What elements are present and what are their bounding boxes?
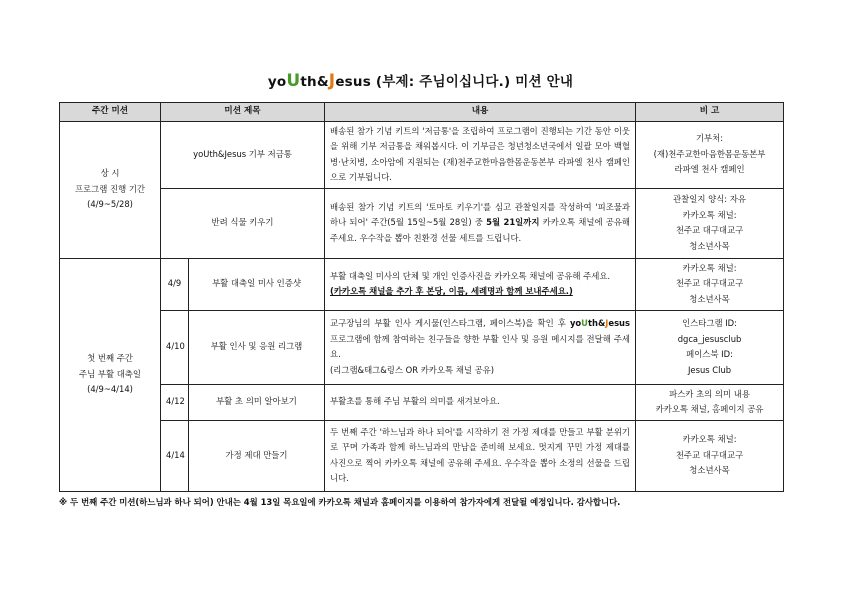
week-first: 첫 번째 주간 주님 부활 대축일 (4/9~4/14) [60, 258, 161, 491]
mission-content: 교구장님의 부활 인사 게시물(인스타그램, 페이스북)을 확인 후 yoUth&Jesus 프로그램에 함께 참여하는 친구들을 향한 부활 인사 및 응원 메시지를 전달해 주세요. (리그램&태그&링스 OR 카카오톡 채널 공유) [325, 310, 636, 384]
mission-content: 부활초를 통해 주님 부활의 의미를 새겨보아요. [325, 384, 636, 420]
table-row [60, 384, 784, 420]
mission-note: 카카오톡 채널: 천주교 대구대교구 청소년사목 [636, 420, 784, 491]
mission-content: 두 번째 주간 '하느님과 하나 되어'를 시작하기 전 가정 제대를 만들고 부활 분위기로 꾸며 가족과 함께 하느님과의 만남을 준비해 보세요. 멋지게 꾸민 가정 제대를 사진으로 찍어 카카오톡 채널에 공유해 주세요. 우수작을 뽑아 소정의 선물을 드립니다. [325, 420, 636, 491]
table-row [60, 310, 784, 384]
mission-content: 부활 대축일 미사의 단체 및 개인 인증사진을 카카오톡 채널에 공유해 주세요. (카카오톡 채널을 추가 후 본당, 이름, 세례명과 함께 보내주세요.) [325, 258, 636, 310]
table-row [60, 420, 784, 491]
mission-date: 4/9 [161, 258, 189, 310]
mission-date: 4/10 [161, 310, 189, 384]
mission-title: yoUth&Jesus 기부 저금통 [161, 121, 325, 188]
week-always: 상 시 프로그램 진행 기간 (4/9~5/28) [60, 121, 161, 258]
mission-table [59, 102, 784, 492]
mission-date: 4/14 [161, 420, 189, 491]
mission-title: 부활 초 의미 알아보기 [189, 384, 325, 420]
table-row [60, 188, 784, 258]
footnote: ※ 두 번째 주간 미션(하느님과 하나 되어) 안내는 4월 13일 목요일에 카카오톡 채널과 홈페이지를 이용하여 참가자에게 전달될 예정입니다. 감사합니다. [59, 497, 621, 507]
header-week: 주간 미션 [60, 103, 161, 122]
table-row [60, 121, 784, 188]
mission-note: 파스카 초의 의미 내용 카카오톡 채널, 홈페이지 공유 [636, 384, 784, 420]
mission-date: 4/12 [161, 384, 189, 420]
mission-content: 배송된 참가 기념 키트의 '저금통'을 조립하여 프로그램이 진행되는 기간 동안 이웃을 위해 기부 저금통을 채워봅시다. 이 기부금은 청년청소년국에서 일괄 모아 백혈병·난치병, 소아암에 지원되는 (재)천주교한마음한몸운동본부 라파엘 천사 캠페인으로 기부됩니다. [325, 121, 636, 188]
mission-title: 반려 식물 키우기 [161, 188, 325, 258]
mission-title: 부활 대축일 미사 인증샷 [189, 258, 325, 310]
mission-note: 기부처: (재)천주교한마음한몸운동본부 라파엘 천사 캠페인 [636, 121, 784, 188]
table-row [60, 258, 784, 310]
mission-note: 인스타그램 ID: dgca_jesusclub 페이스북 ID: Jesus Club [636, 310, 784, 384]
mission-note: 카카오톡 채널: 천주교 대구대교구 청소년사목 [636, 258, 784, 310]
mission-title: 부활 인사 및 응원 리그램 [189, 310, 325, 384]
header-content: 내용 [325, 103, 636, 122]
mission-title: 가정 제대 만들기 [189, 420, 325, 491]
header-mission: 미션 제목 [161, 103, 325, 122]
mission-content: 배송된 참가 기념 키트의 '토마토 키우기'를 심고 관찰일지를 작성하여 '피조물과 하나 되어' 주간(5월 15일~5월 28일) 중 5월 21일까지 카카오톡 채널에 공유해 주세요. 우수작을 뽑아 친환경 선물 세트를 드립니다. [325, 188, 636, 258]
mission-note: 관찰일지 양식: 자유 카카오톡 채널: 천주교 대구대교구 청소년사목 [636, 188, 784, 258]
table-header-row [60, 103, 784, 122]
header-note: 비 고 [636, 103, 784, 122]
page-title: yoUth&Jesus (부제: 주님이십니다.) 미션 안내 [267, 71, 574, 91]
